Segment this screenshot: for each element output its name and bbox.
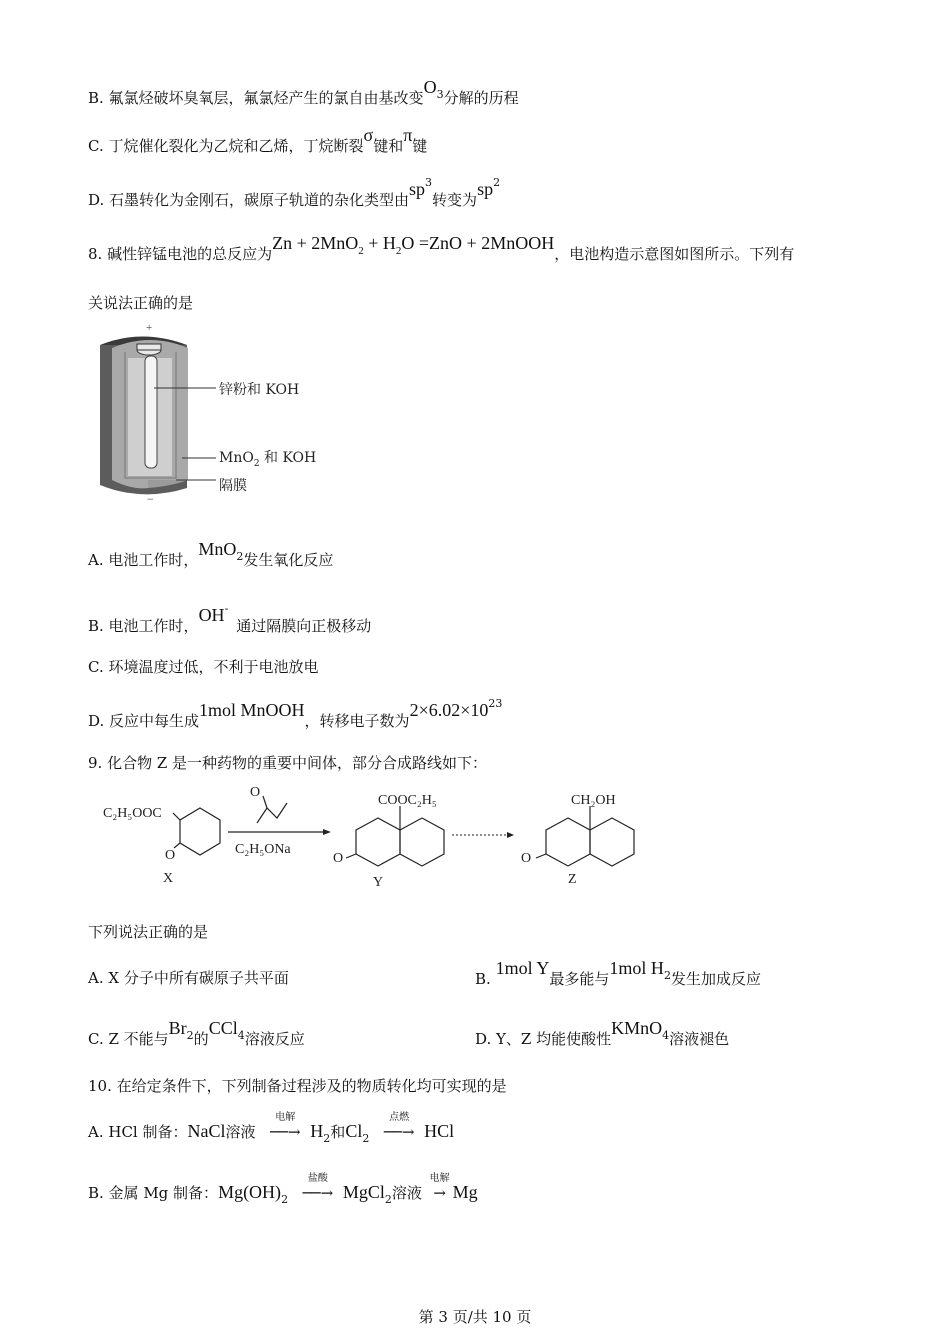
- x-bond: [173, 813, 180, 820]
- subscript: 2: [281, 1193, 289, 1206]
- formula: MnO: [198, 539, 237, 559]
- formula: sp: [409, 179, 426, 199]
- option-text: 转变为: [432, 191, 478, 209]
- formula: 1mol Y: [495, 958, 550, 978]
- option-text: 键: [412, 137, 428, 155]
- option-text: D. 反应中每生成: [88, 712, 200, 730]
- q9-stem: 9. 化合物 Z 是一种药物的重要中间体，部分合成路线如下：: [88, 754, 488, 772]
- option-text: A. 电池工作时，: [88, 551, 199, 569]
- option-text: D. 石墨转化为金刚石，碳原子轨道的杂化类型由: [88, 191, 410, 209]
- q9-option-c: [88, 1018, 305, 1057]
- option-text: 分解的历程: [443, 89, 519, 107]
- option-text: 键和: [373, 137, 404, 155]
- formula: O: [423, 77, 437, 97]
- option-text: C. 丁烷催化裂化为乙烷和乙烯，丁烷断裂: [88, 137, 364, 155]
- label-mno2: MnO$_2$ 和 KOH: [219, 450, 317, 469]
- page-footer: 第 3 页/共 10 页: [418, 1308, 532, 1326]
- formula: Mg: [452, 1182, 478, 1202]
- q9-question: 下列说法正确的是: [88, 923, 209, 941]
- z-hydroxymethyl-group: CH₂OH: [571, 793, 616, 808]
- formula: sp: [477, 179, 494, 199]
- y-ring-right: [400, 818, 444, 866]
- arrow-condition: 电解: [429, 1173, 450, 1184]
- y-oxygen: O: [333, 851, 344, 866]
- q7-option-b: [88, 77, 519, 116]
- pi-symbol: π: [403, 125, 413, 145]
- formula: Cl: [345, 1121, 363, 1141]
- negative-terminal-sign: −: [147, 492, 154, 505]
- q7-option-d: [88, 176, 501, 211]
- option-text: 溶液: [391, 1184, 422, 1202]
- arrow-condition: 盐酸: [307, 1173, 328, 1184]
- z-oxygen: O: [521, 851, 532, 866]
- stem-text: ，电池构造示意图如图所示。下列有: [554, 245, 795, 263]
- z-label: Z: [568, 872, 577, 887]
- y-ester-group: COOC₂H₅: [378, 793, 437, 808]
- option-text: B. 氟氯烃破坏臭氧层，氟氯烃产生的氯自由基改变: [88, 89, 424, 107]
- q8-stem-line2: 关说法正确的是: [88, 294, 194, 312]
- option-text: 的: [193, 1030, 209, 1048]
- positive-cap-body: [137, 344, 161, 350]
- y-carbonyl: [346, 854, 356, 858]
- hydrochloric-acid-arrow: 盐酸 ──→: [293, 1182, 343, 1204]
- sigma-symbol: σ: [363, 125, 374, 145]
- q10-stem: 10. 在给定条件下，下列制备过程涉及的物质转化均可实现的是: [88, 1077, 507, 1095]
- superscript: 3: [425, 176, 433, 189]
- option-text: 发生加成反应: [670, 970, 761, 988]
- formula: OH: [198, 605, 225, 625]
- mvk-oxygen: O: [250, 785, 261, 800]
- label-separator: 隔膜: [219, 478, 247, 494]
- z-ring-right: [590, 818, 634, 866]
- formula: KMnO: [611, 1018, 663, 1038]
- subscript: 2: [236, 550, 244, 563]
- formula: CCl: [208, 1018, 238, 1038]
- y-ring-left: [356, 818, 400, 866]
- formula: Mg(OH): [218, 1182, 282, 1202]
- ignition-arrow: 点燃 ──→: [374, 1121, 424, 1143]
- subscript: 2: [323, 1132, 331, 1145]
- formula: 2×6.02×10: [409, 700, 489, 720]
- positive-terminal-sign: +: [146, 322, 153, 334]
- option-text: 溶液: [225, 1123, 256, 1141]
- q9-option-b: [475, 958, 761, 997]
- superscript: 2: [493, 176, 501, 189]
- label-zinc: 锌粉和 KOH: [219, 382, 300, 398]
- option-text: B. 金属 Mg 制备：: [88, 1184, 219, 1202]
- q7-option-c: [88, 125, 428, 157]
- z-carbonyl: [536, 854, 546, 858]
- arrow-head-2: [507, 832, 514, 838]
- x-label: X: [163, 871, 174, 886]
- subscript: 4: [662, 1029, 670, 1042]
- formula: H: [310, 1121, 324, 1141]
- formula: 1mol MnOOH: [199, 700, 305, 720]
- q8-option-c: C. 环境温度过低，不利于电池放电: [88, 658, 319, 676]
- q8-option-d: [88, 697, 503, 732]
- synthesis-scheme: [95, 780, 655, 895]
- z-ring-left: [546, 818, 590, 866]
- y-label: Y: [373, 875, 384, 890]
- q9-option-a: A. X 分子中所有碳原子共平面: [88, 969, 289, 987]
- option-text: ，转移电子数为: [304, 712, 410, 730]
- mvk-carbonyl: [263, 796, 267, 808]
- mvk-skeleton: [257, 803, 287, 823]
- superscript: -: [224, 602, 229, 615]
- formula: NaCl: [187, 1121, 226, 1141]
- subscript: 2: [362, 1132, 370, 1145]
- subscript: 2: [384, 1193, 392, 1206]
- x-ester-group: C₂H₅OOC: [103, 806, 162, 821]
- x-ring: [180, 808, 220, 855]
- x-oxygen: O: [165, 848, 176, 863]
- q10-option-b: [88, 1173, 478, 1211]
- superscript: 23: [488, 697, 503, 710]
- electrolysis-arrow: 电解 →: [427, 1182, 453, 1204]
- battery-diagram: [92, 320, 332, 505]
- arrow-condition: 电解: [275, 1112, 296, 1123]
- option-text: 溶液反应: [244, 1030, 305, 1048]
- arrow-head-1: [323, 829, 331, 835]
- q10-option-a: [88, 1112, 455, 1150]
- q9-option-d: [475, 1018, 730, 1057]
- option-text: 发生氧化反应: [243, 551, 334, 569]
- option-text: 溶液褪色: [669, 1030, 730, 1048]
- option-text: 最多能与: [549, 970, 610, 988]
- collector-rod: [145, 356, 157, 468]
- subscript: 4: [237, 1029, 245, 1042]
- stem-text: 8. 碱性锌锰电池的总反应为: [88, 245, 273, 263]
- option-text: B.: [475, 970, 496, 988]
- formula: Br: [168, 1018, 187, 1038]
- subscript: 2: [663, 969, 671, 982]
- q8-option-a: [88, 539, 334, 578]
- formula: MgCl: [342, 1182, 385, 1202]
- option-text: B. 电池工作时，: [88, 617, 199, 635]
- option-text: D. Y、Z 均能使酸性: [475, 1030, 612, 1048]
- formula: HCl: [424, 1121, 455, 1141]
- arrow-condition: 点燃: [389, 1112, 410, 1123]
- formula: 1mol H: [609, 958, 664, 978]
- electrolysis-arrow: 电解 ──→: [260, 1121, 310, 1143]
- subscript: 3: [436, 88, 444, 101]
- equation: $Zn + 2MnO_2 + H_2O =ZnO$ + 2MnOOH: [272, 233, 555, 257]
- option-text: A. HCl 制备：: [88, 1123, 188, 1141]
- subscript: 2: [186, 1029, 194, 1042]
- q8-stem: [88, 233, 795, 272]
- reagent-label: C₂H₅ONa: [235, 842, 291, 857]
- q8-option-b: [88, 602, 372, 637]
- option-text: 通过隔膜向正极移动: [236, 617, 372, 635]
- option-text: C. Z 不能与: [88, 1030, 169, 1048]
- option-text: 和: [330, 1123, 346, 1141]
